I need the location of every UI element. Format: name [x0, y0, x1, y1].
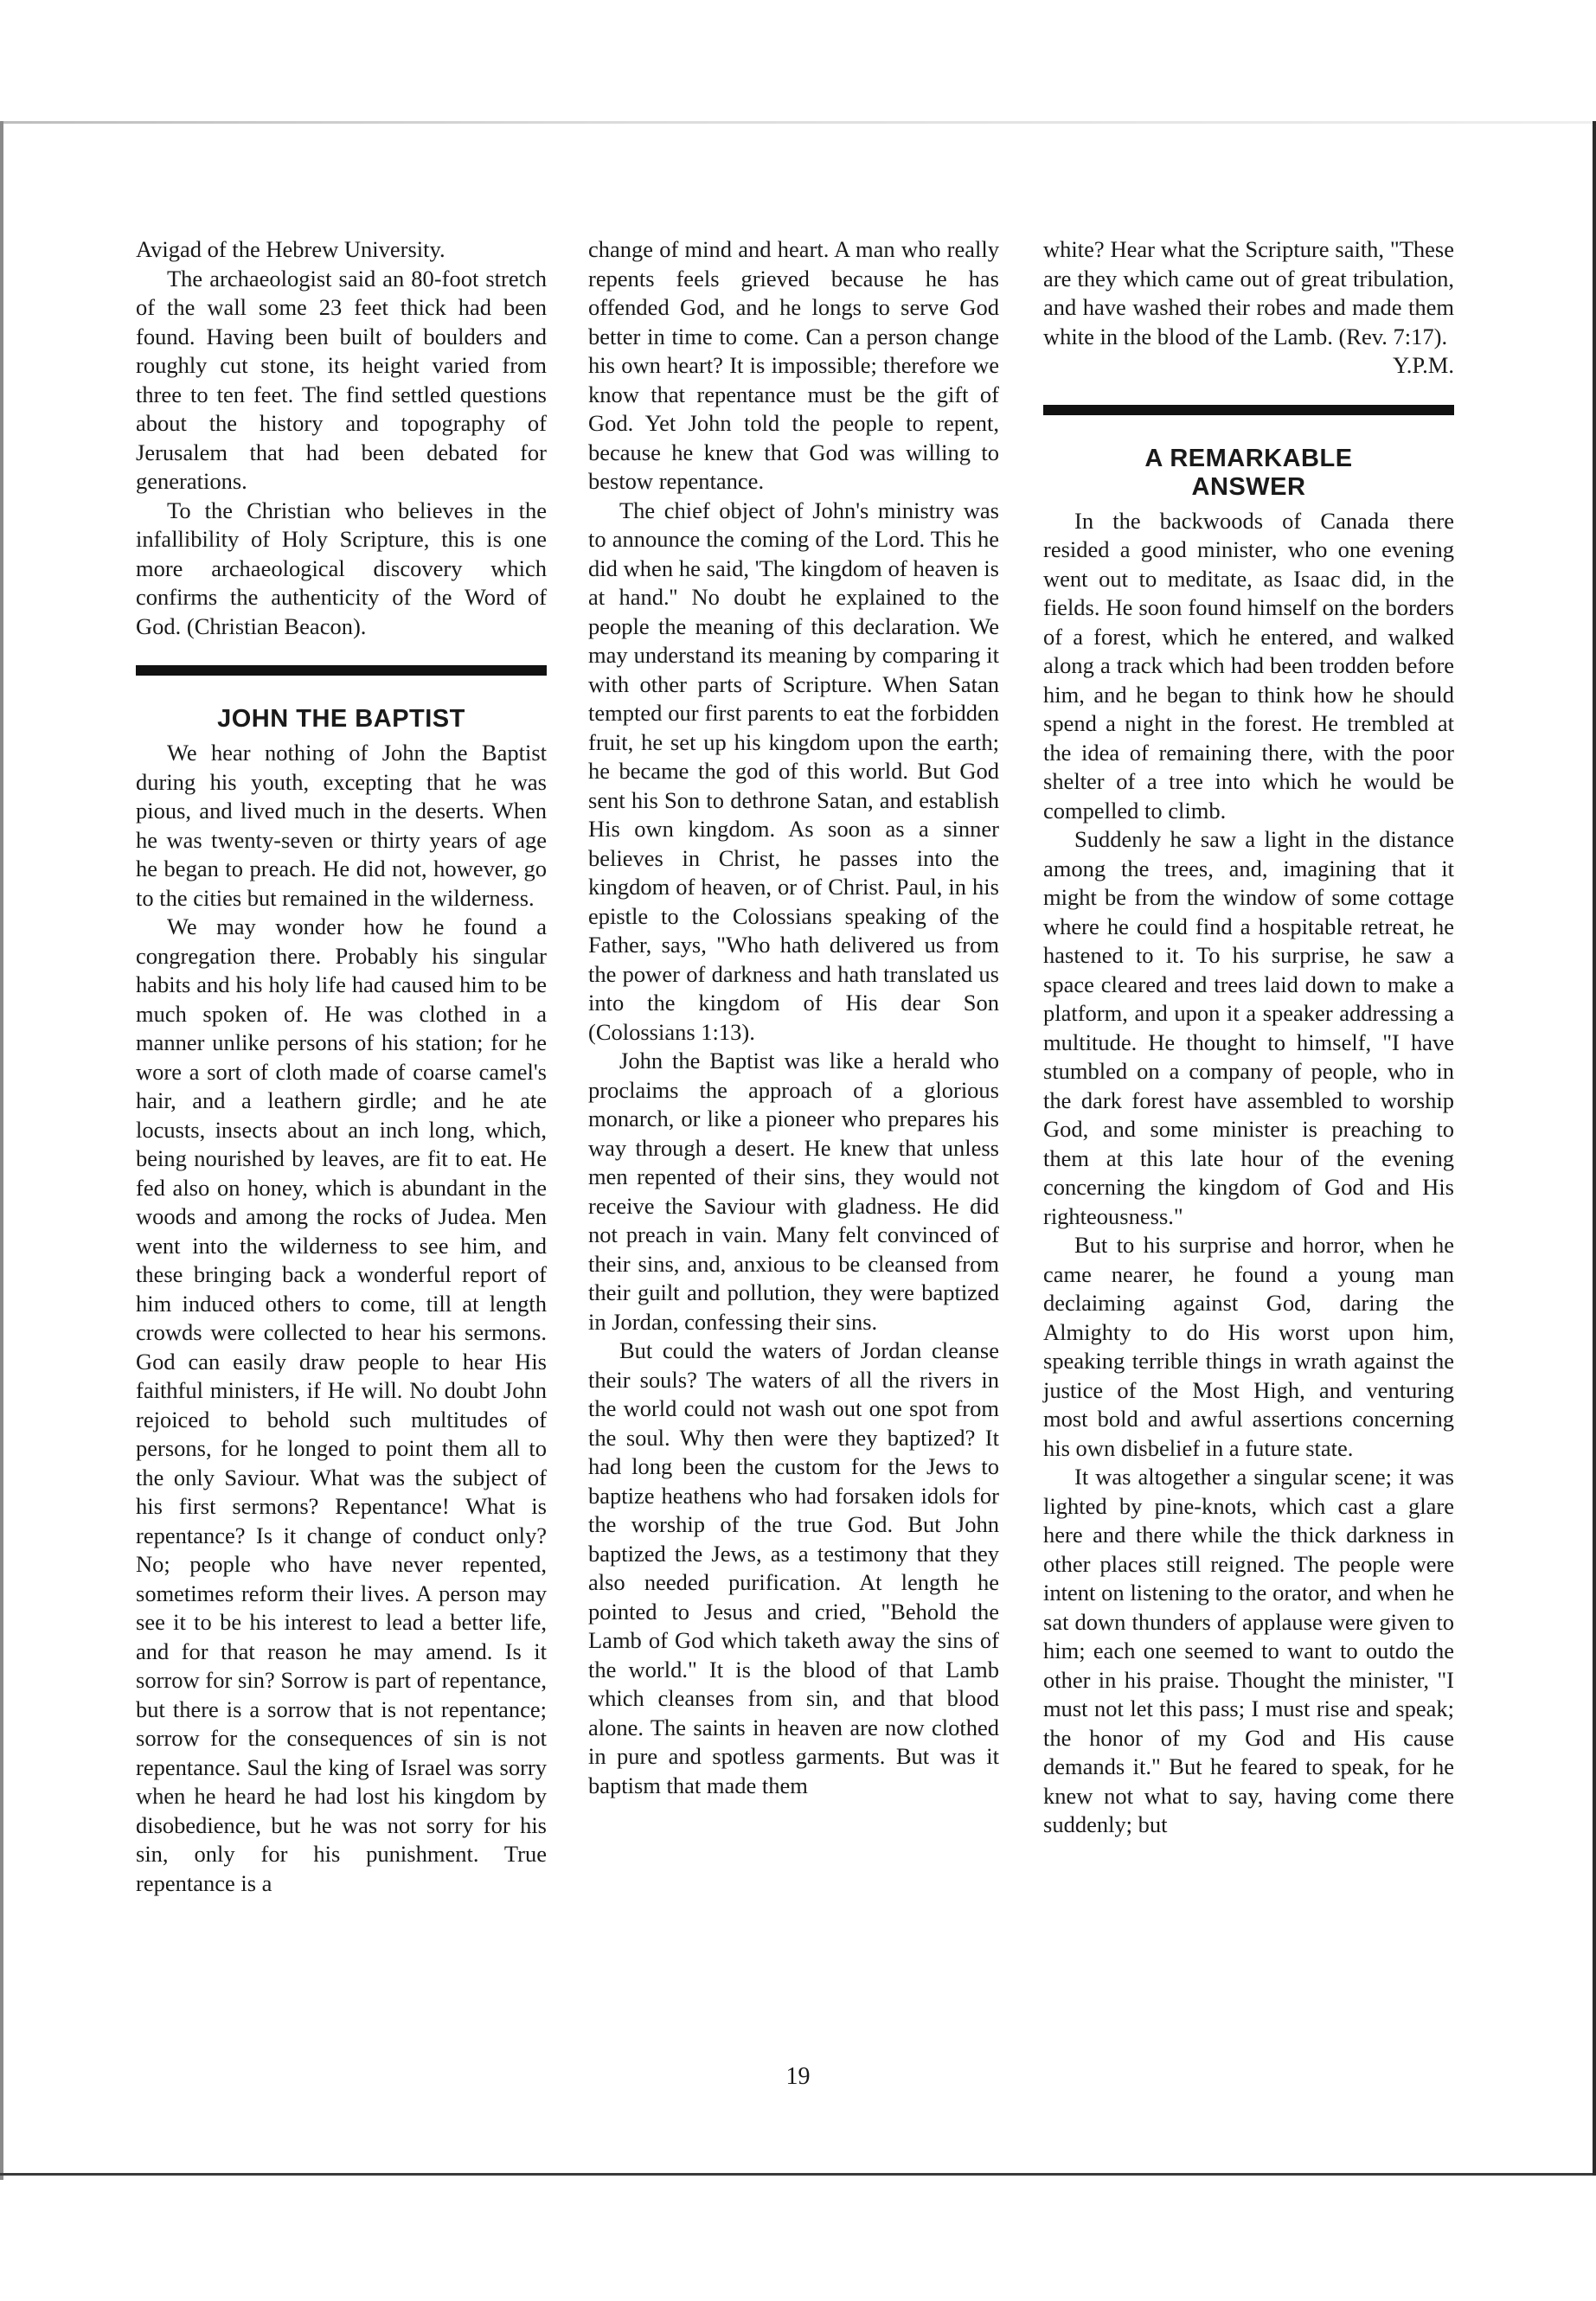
paragraph: But could the waters of Jordan cleanse their souls? The waters of all the rivers in the world could not wash out one spot from the soul. Why then were they baptized? It had long been the custom for the Jews to baptize heathens who had forsaken idols for the worship of the true God. But John baptized the Jews, as a testimony that they also needed purification. At length he pointed to Jesus and cried, "Behold the Lamb of God which taketh away the sins of the world." It is the blood of that Lamb which cleanses from sin, and that blood alone. The saints in heaven are now clothed in pure and spotless garments. But was it baptism that made them [588, 1337, 999, 1798]
article-heading-john-the-baptist: JOHN THE BAPTIST [217, 705, 465, 733]
paragraph: To the Christian who believes in the infallibility of Holy Scripture, this is one more archaeological discovery which confirms the authenticity of the Word of God. (Christian Beacon). [136, 497, 547, 639]
paragraph: John the Baptist was like a herald who proclaims the approach of a glorious monarch, or like a pioneer who prepares his way through a desert. He knew that unless men repented of their sins, they would not receive the Saviour with gladness. He did not preach in vain. Many felt convinced of their sins, and, anxious to be cleansed from their guilt and pollution, they were baptized in Jordan, confessing their sins. [588, 1048, 999, 1335]
heading-line: A REMARKABLE [1144, 444, 1353, 472]
page-edge-right [1593, 121, 1596, 2176]
section-divider [1043, 405, 1454, 415]
paragraph: It was altogether a singular scene; it was lighted by pine-knots, which cast a glare here and there while the thick darkness in other places still reigned. The people were intent on listening to the orator, and when he sat down thunders of applause were given to him; each one seemed to want to outdo the other in his praise. Thought the minister, "I must not let this pass; I must rise and speak; the honor of my God and His cause demands it." But he feared to speak, for he knew not what to say, having come there suddenly; but [1043, 1464, 1454, 1837]
paragraph: In the backwoods of Canada there resided a good minister, who one evening went out to meditate, as Isaac did, in the fields. He soon found himself on the borders of a forest, which he entered, and walked along a track which had been trodden before him, and he began to think how he should spend a night in the forest. He trembled at the idea of remaining there, with the poor shelter of a tree into which he would be compelled to climb. [1043, 507, 1454, 824]
page-number: 19 [785, 2063, 811, 2090]
page-edge-left [0, 121, 3, 2180]
paragraph: We hear nothing of John the Baptist during his youth, excepting that he was pious, and lived much in the deserts. When he was twenty-seven or thirty years of age he began to preach. He did not, however, go to the cities but remained in the wilderness. [136, 740, 547, 911]
article-heading-a-remarkable-answer [1043, 445, 1454, 502]
column-1 [136, 235, 547, 1898]
paragraph: change of mind and heart. A man who really repents feels grieved because he has offended God, and he longs to serve God better in time to come. Can a person change his own heart? It is impossible; therefore we know that repentance must be the gift of God. Yet John told the people to repent, because he knew that God was willing to bestow repentance. [588, 236, 999, 494]
author-signature: Y.P.M. [1393, 352, 1454, 378]
paragraph: white? Hear what the Scripture saith, "These are they which came out of great tribulation, and have washed their robes and made them white in the blood of the Lamb. (Rev. 7:17). [1043, 236, 1454, 349]
heading-line: ANSWER [1191, 472, 1306, 501]
section-divider [136, 665, 547, 676]
page-edge-top [0, 121, 1596, 124]
paragraph: Suddenly he saw a light in the distance among the trees, and, imagining that it might be from the window of some cottage where he could find a hospitable retreat, he hastened to it. To his surprise, he saw a space cleared and trees laid down to make a platform, and upon it a speaker addressing a multitude. He thought to himself, "I have stumbled on a company of people, who in the dark forest have assembled to worship God, and some minister is preaching to them at this late hour of the evening concerning the kingdom of God and His righteousness." [1043, 826, 1454, 1229]
page-edge-bottom [0, 2173, 1596, 2176]
paragraph: The chief object of John's ministry was to announce the coming of the Lord. This he did when he said, 'The kingdom of heaven is at hand.'' No doubt he explained to the people the meaning of this declaration. We may understand its meaning by comparing it with other parts of Scripture. When Satan tempted our first parents to eat the forbidden fruit, he set up his kingdom upon the earth; he became the god of this world. But God sent his Son to dethrone Satan, and establish His own kingdom. As soon as a sinner believes in Christ, he passes into the kingdom of heaven, or of Christ. Paul, in his epistle to the Colossians speaking of the Father, says, "Who hath delivered us from the power of darkness and hath translated us into the kingdom of His dear Son (Colossians 1:13). [588, 497, 999, 1045]
paragraph: But to his surprise and horror, when he came nearer, he found a young man declaiming against God, daring the Almighty to do His worst upon him, speaking terrible things in wrath against the justice of the Most High, and venturing most bold and awful assertions concerning his own disbelief in a future state. [1043, 1232, 1454, 1461]
paragraph: The archaeologist said an 80-foot stretch of the wall some 23 feet thick had been found. Having been built of boulders and roughly cut stone, its height varied from three to ten feet. The find settled questions about the history and topography of Jerusalem that had been debated for generations. [136, 265, 547, 494]
paragraph: Avigad of the Hebrew University. [136, 236, 445, 262]
paragraph: We may wonder how he found a congregation there. Probably his singular habits and his holy life had caused him to be much spoken of. He was clothed in a manner unlike persons of his station; for he wore a sort of cloth made of coarse camel's hair, and a leathern girdle; and he ate locusts, insects about an inch long, which, being nourished by leaves, are fit to eat. He fed also on honey, which is abundant in the woods and among the rocks of Judea. Men went into the wilderness to see him, and these bringing back a wonderful report of him induced others to come, till at length crowds were collected to hear his sermons. God can easily draw people to hear His faithful ministers, if He will. No doubt John rejoiced to behold such multitudes of persons, for he longed to point them all to the only Saviour. What was the subject of his first sermons? Repentance! What is repentance? Is it change of conduct only? No; people who have never repented, sometimes reform their lives. A person may see it to be his interest to lead a better life, and for that reason he may amend. Is it sorrow for sin? Sorrow is part of repentance, but there is a sorrow that is not repentance; sorrow for the consequences of sin is not repentance. Saul the king of Israel was sorry when he heard he had lost his kingdom by disobedience, but he was not sorry for his sin, only for his punishment. True repentance is a [136, 913, 547, 1896]
column-2 [588, 235, 999, 1800]
column-3 [1043, 235, 1454, 1840]
